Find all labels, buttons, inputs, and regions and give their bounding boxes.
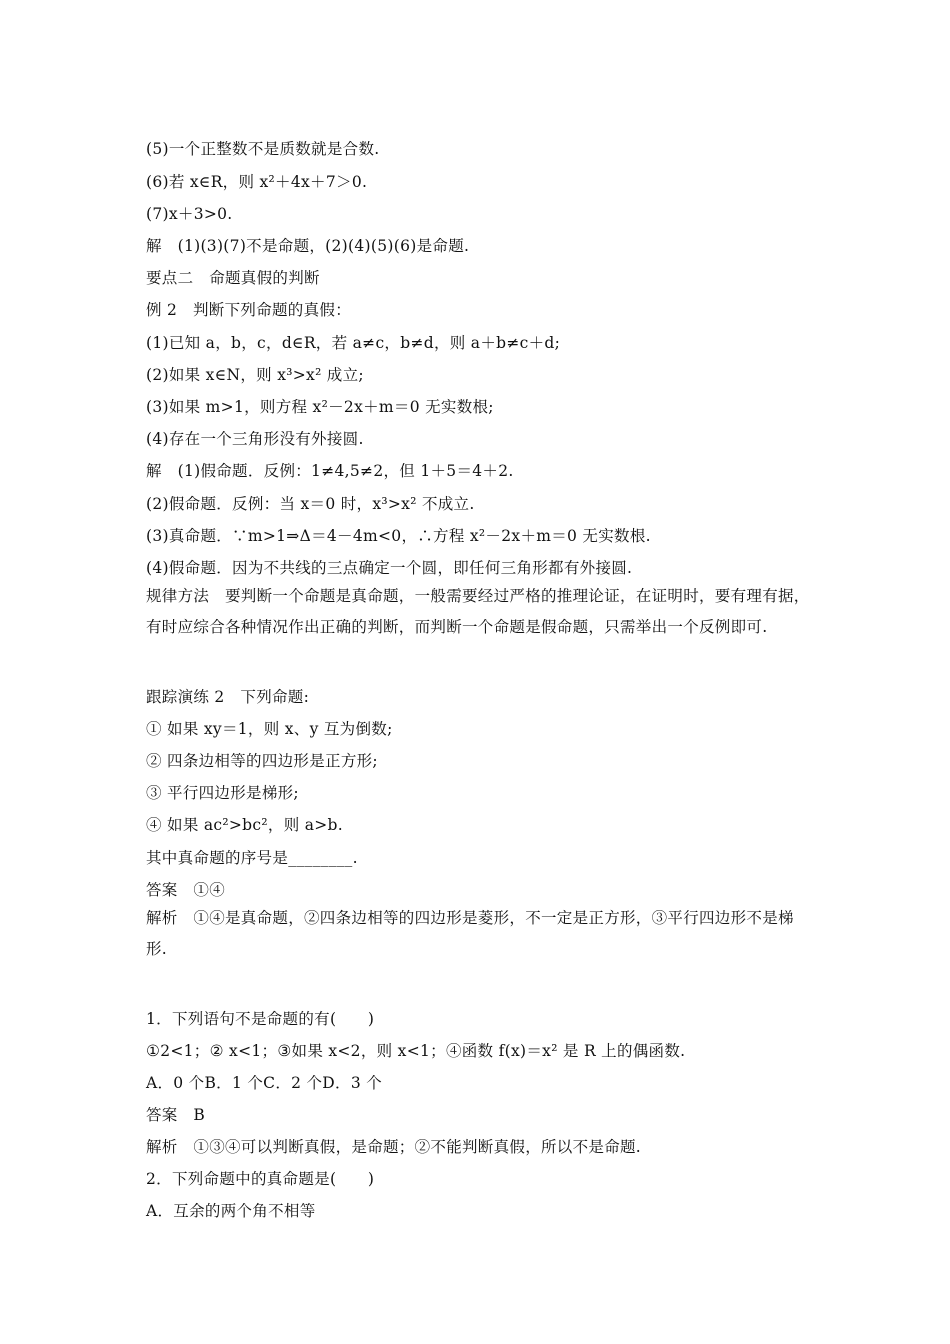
text-line: ② 四条边相等的四边形是正方形; bbox=[146, 752, 378, 770]
practice-heading: 跟踪演练 2 下列命题: bbox=[146, 688, 310, 706]
text-line: (3)如果 m>1，则方程 x²－2x＋m＝0 无实数根; bbox=[146, 398, 494, 416]
text-line: (4)假命题．因为不共线的三点确定一个圆，即任何三角形都有外接圆. bbox=[146, 559, 633, 577]
solution-line: 解 (1)假命题．反例：1≠4,5≠2，但 1＋5＝4＋2. bbox=[146, 462, 514, 480]
text-line: ①2<1；② x<1；③如果 x<2，则 x<1；④函数 f(x)＝x² 是 R 上的偶函数. bbox=[146, 1042, 686, 1060]
analysis-line: 解析 ①③④可以判断真假，是命题；②不能判断真假，所以不是命题. bbox=[146, 1138, 642, 1156]
answer-line: 答案 ①④ bbox=[146, 881, 226, 899]
options-line: A．0 个B．1 个C．2 个D．3 个 bbox=[146, 1074, 383, 1092]
question-line: 其中真命题的序号是________. bbox=[146, 849, 358, 867]
text-line: ① 如果 xy＝1，则 x、y 互为倒数; bbox=[146, 720, 393, 738]
text-line: (3)真命题．∵m>1⇒Δ＝4－4m<0，∴方程 x²－2x＋m＝0 无实数根. bbox=[146, 527, 651, 545]
text-line: (6)若 x∈R，则 x²＋4x＋7＞0. bbox=[146, 173, 368, 191]
answer-line: 答案 B bbox=[146, 1106, 206, 1124]
text-line: (1)已知 a，b，c，d∈R，若 a≠c，b≠d，则 a＋b≠c＋d; bbox=[146, 334, 561, 352]
method-paragraph: 规律方法 要判断一个命题是真命题，一般需要经过严格的推理论证，在证明时，要有理有据，有时应综合各种情况作出正确的判断，而判断一个命题是假命题，只需举出一个反例即可. bbox=[146, 587, 810, 636]
exercise-question: 1．下列语句不是命题的有( ) bbox=[146, 1010, 375, 1028]
analysis-paragraph: 解析 ①④是真命题，②四条边相等的四边形是菱形，不一定是正方形，③平行四边形不是梯形. bbox=[146, 909, 794, 958]
text-line: ④ 如果 ac²>bc²，则 a>b. bbox=[146, 816, 343, 834]
exercise-question: 2．下列命题中的真命题是( ) bbox=[146, 1170, 375, 1188]
text-line: (2)如果 x∈N，则 x³>x² 成立; bbox=[146, 366, 364, 384]
example-heading: 例 2 判断下列命题的真假： bbox=[146, 301, 351, 319]
option-line: A．互余的两个角不相等 bbox=[146, 1202, 316, 1220]
text-line: (2)假命题．反例：当 x＝0 时，x³>x² 不成立. bbox=[146, 495, 475, 513]
text-line: (7)x＋3>0. bbox=[146, 205, 233, 223]
text-line: (5)一个正整数不是质数就是合数. bbox=[146, 140, 380, 158]
section-heading: 要点二 命题真假的判断 bbox=[146, 269, 320, 287]
text-line: (4)存在一个三角形没有外接圆. bbox=[146, 430, 364, 448]
text-line: ③ 平行四边形是梯形; bbox=[146, 784, 299, 802]
solution-line: 解 (1)(3)(7)不是命题，(2)(4)(5)(6)是命题. bbox=[146, 237, 470, 255]
